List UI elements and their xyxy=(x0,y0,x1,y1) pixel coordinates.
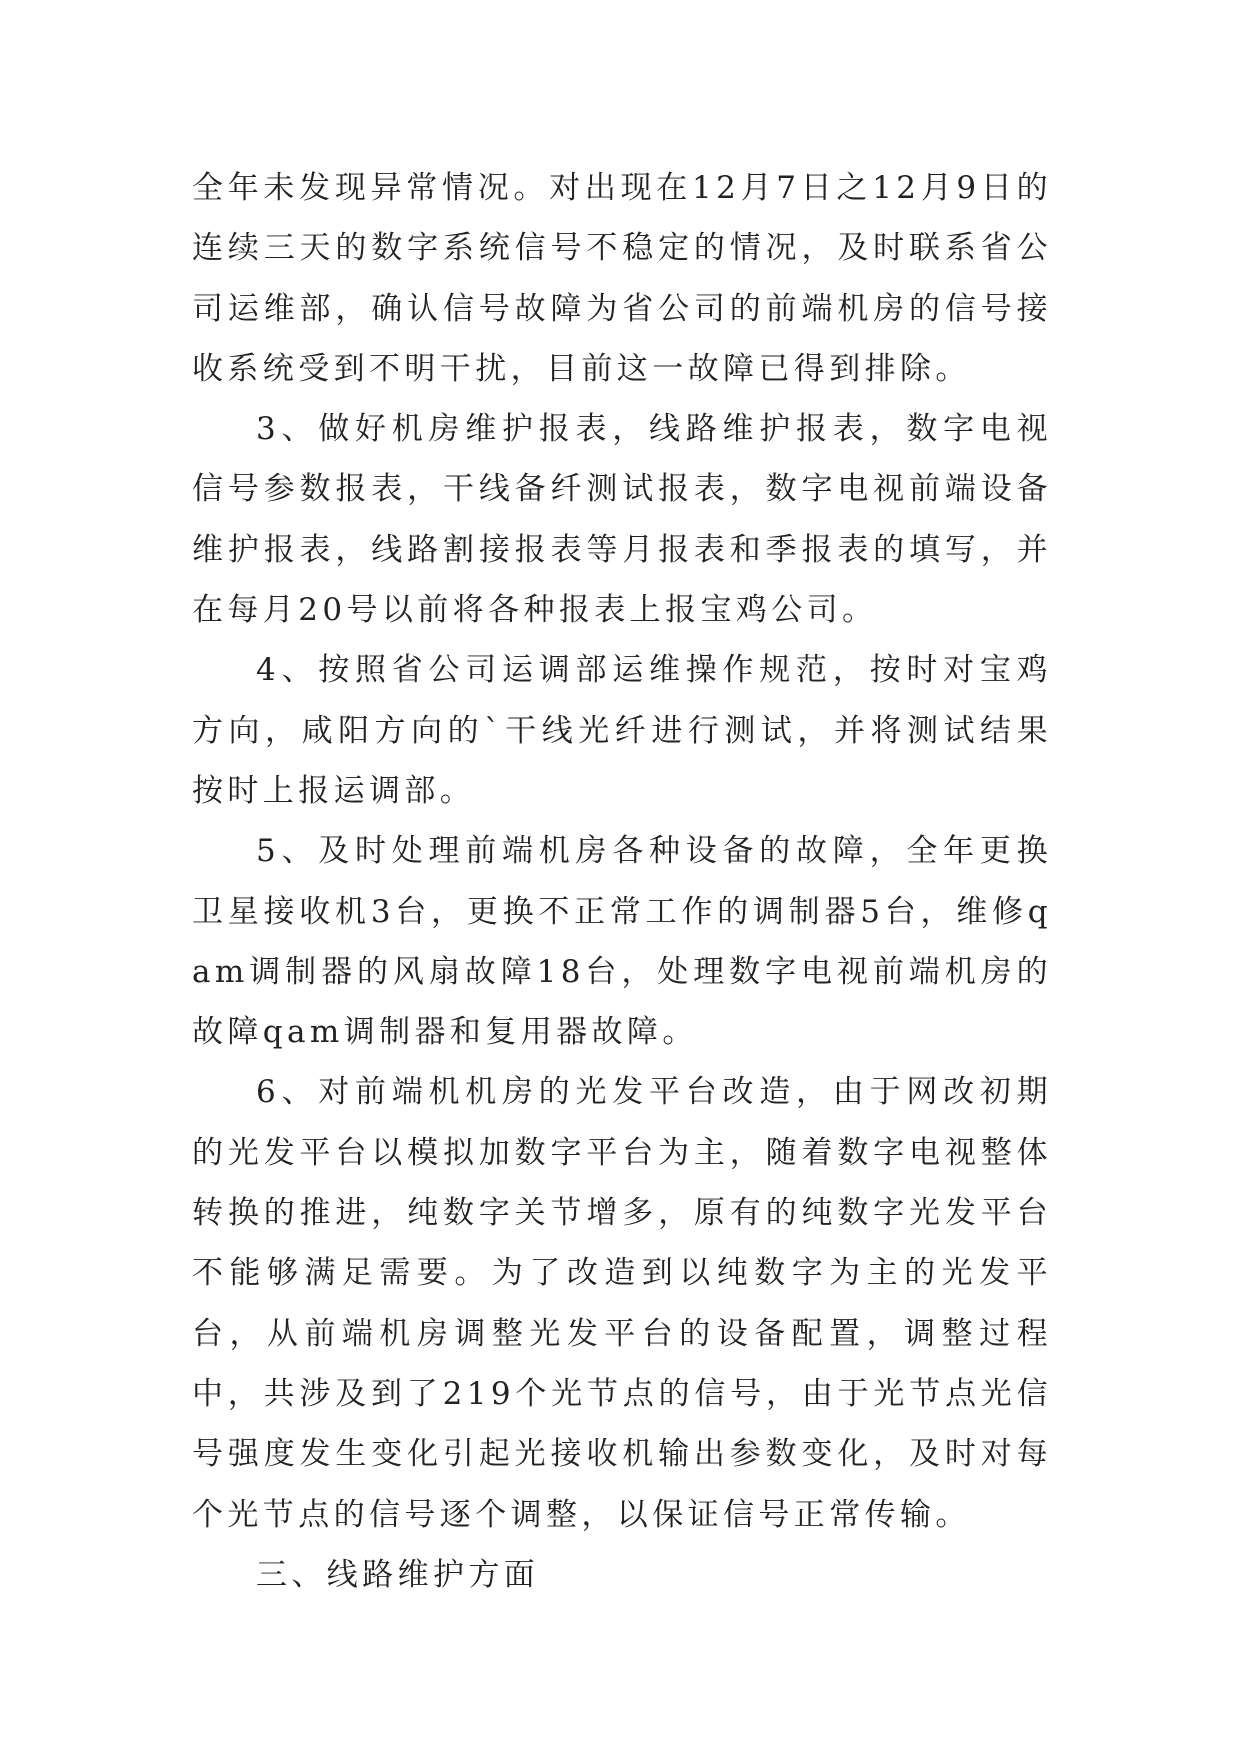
document-body xyxy=(192,158,1052,1605)
paragraph-abnormal-situation: 全年未发现异常情况。对出现在12月7日之12月9日的连续三天的数字系统信号不稳定的情况，及时联系省公司运维部，确认信号故障为省公司的前端机房的信号接收系统受到不明干扰，目前这一故障已得到排除。 xyxy=(192,170,1052,387)
paragraph-item-3-reports: 3、做好机房维护报表，线路维护报表，数字电视信号参数报表，干线备纤测试报表，数字电视前端设备维护报表，线路割接报表等月报表和季报表的填写，并在每月20号以前将各种报表上报宝鸡公司。 xyxy=(192,411,1052,629)
paragraph-item-4-fiber-test: 4、按照省公司运调部运维操作规范，按时对宝鸡方向，咸阳方向的`干线光纤进行测试，并将测试结果按时上报运调部。 xyxy=(192,652,1052,809)
section-heading-line-maintenance: 三、线路维护方面 xyxy=(256,1556,540,1593)
paragraph-item-6-platform-upgrade: 6、对前端机机房的光发平台改造，由于网改初期的光发平台以模拟加数字平台为主，随着数字电视整体转换的推进，纯数字关节增多，原有的纯数字光发平台不能够满足需要。为了改造到以纯数字为主的光发平台，从前端机房调整光发平台的设备配置，调整过程中，共涉及到了219个光节点的信号，由于光节点光信号强度发生变化引起光接收机输出参数变化，及时对每个光节点的信号逐个调整，以保证信号正常传输。 xyxy=(192,1074,1052,1533)
paragraph-item-5-equipment-faults: 5、及时处理前端机房各种设备的故障，全年更换卫星接收机3台，更换不正常工作的调制器5台，维修qam调制器的风扇故障18台，处理数字电视前端机房的故障qam调制器和复用器故障。 xyxy=(192,833,1052,1051)
